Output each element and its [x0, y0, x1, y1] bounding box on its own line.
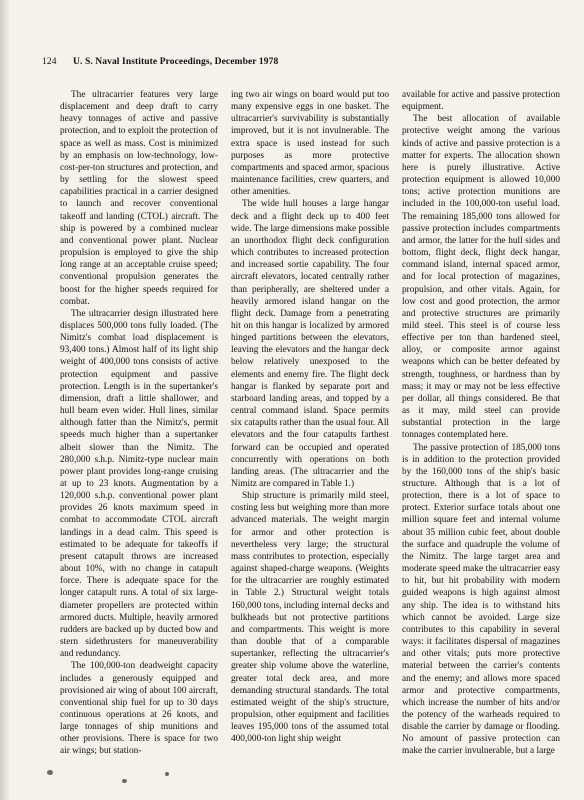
scan-smudge [165, 772, 169, 776]
text-column-1 [60, 89, 218, 758]
paragraph: ing two air wings on board would put too many expensive eggs in one basket. The ultracarrier's survivability is substantially improved, but it is not invulnerable. The extra space is used instead for such purposes as more protective compartments and spaced armor, spacious maintenance facilities, crew quarters, and other amenities. [231, 90, 389, 198]
paragraph: The ultracarrier design illustrated here displaces 500,000 tons fully loaded. (The Nimitz's combat load displacement is 93,400 tons.) Almost half of its light ship weight of 400,000 tons consists of active protection equipment and passive protection. Length is in the supertanker's dimension, draft a little shallower, and hull beam even wider. Hull lines, similar although fatter than the Nimitz's, permit speeds much higher than a supertanker albeit slower than the Nimitz. The 280,000 s.h.p. Nimitz-type nuclear main power plant provides long-range cruising at up to 23 knots. Augmentation by a 120,000 s.h.p. conventional power plant provides 26 knots maximum speed in combat to accommodate CTOL aircraft landings in a dead calm. This speed is estimated to be adequate for takeoffs if present catapult throws are increased about 10%, with no change in catapult force. There is adequate space for the longer catapult runs. A total of six large-diameter propellers are protected within armored ducts. Multiple, heavily armored rudders are backed up by ducted bow and stern sidethrusters for maneuverability and redundancy. [60, 308, 218, 660]
paragraph: The wide hull houses a large hangar deck and a flight deck up to 400 feet wide. The large dimensions make possible an unorthodox flight deck configuration which contributes to increased protection and increased sortie capability. The four aircraft elevators, located centrally rather than peripherally, are sheltered under a heavily armored island hangar on the flight deck. Damage from a penetrating hit on this hangar is localized by armored hinged partitions between the elevators, leaving the elevators and the hangar deck below relatively unexposed to the elements and enemy fire. The flight deck hangar is flanked by separate port and starboard landing areas, and topped by a central command island. Space permits six catapults rather than the usual four. All elevators and the four catapults farthest forward can be occupied and operated concurrently with operations on both landing areas. (The ultracarrier and the Nimitz are compared in Table 1.) [231, 199, 389, 489]
running-header [42, 57, 562, 67]
paragraph: Ship structure is primarily mild steel, costing less but weighing more than more advanced materials. The weight margin for armor and other protection is nevertheless very large; the structural mass contributes to protection, especially against shaped-charge weapons. (Weights for the ultracarrier are roughly estimated in Table 2.) Structural weight totals 160,000 tons, including internal decks and bulkheads but not protective partitions and compartments. This weight is more than double that of a comparable supertanker, reflecting the ultracarrier's greater ship volume above the waterline, greater total deck area, and more demanding structural standards. The total estimated weight of the ship's structure, propulsion, other equipment and facilities leaves 195,000 tons of the assumed total 400,000-ton light ship weight [231, 491, 389, 745]
scan-smudge [47, 770, 53, 775]
scan-smudge [122, 779, 127, 783]
text-column-2 [231, 89, 389, 745]
paragraph: The ultracarrier features very large displacement and deep draft to carry heavy tonnages of active and passive protection, and to exploit the protection of space as well as mass. Cost is minimized by an emphasis on low-technology, low-cost-per-ton structures and protection, and by settling for the slowest speed capabilities practical in a carrier designed to launch and recover conventional takeoff and landing (CTOL) aircraft. The ship is powered by a combined nuclear and conventional power plant. Nuclear propulsion is employed to give the ship long range at an acceptable cruise speed; conventional propulsion generates the boost for the higher speeds required for combat. [60, 90, 218, 307]
page-edge-shadow [0, 0, 10, 800]
journal-title: U. S. Naval Institute Proceedings, December 1978 [73, 57, 279, 67]
paragraph: The 100,000-ton deadweight capacity includes a generously equipped and provisioned air wing of about 100 aircraft, conventional ship fuel for up to 30 days continuous operations at 26 knots, and large tonnages of ship munitions and other provisions. There is space for two air wings; but station- [60, 661, 218, 757]
page-number: 124 [42, 57, 57, 67]
paragraph: The best allocation of available protective weight among the various kinds of active and passive protection is a matter for experts. The allocation shown here is purely illustrative. Active protection equipment is allowed 10,000 tons; active protection munitions are included in the 100,000-ton useful load. The remaining 185,000 tons allowed for passive protection includes compartments and armor, the latter for the hull sides and bottom, flight deck, flight deck hangar, command island, internal spaced armor, and for local protection of magazines, propulsion, and other vitals. Again, for low cost and good protection, the armor and protective structures are primarily mild steel. This steel is of course less effective per ton than hardened steel, alloy, or composite armor against weapons which can be better defeated by strength, toughness, or hardness than by mass; it may or may not be less effective per dollar, all things considered. Be that as it may, mild steel can provide substantial protection in the large tonnages contemplated here. [402, 114, 560, 441]
paragraph: The passive protection of 185,000 tons is in addition to the protection provided by the 160,000 tons of the ship's basic structure. Although that is a lot of protection, there is a lot of space to protect. Exterior surface totals about one million square feet and internal volume about 35 million cubic feet, about double the surface and quadruple the volume of the Nimitz. The large target area and moderate speed make the ultracarrier easy to hit, but hit probability with modern guided weapons is high against almost any ship. The idea is to withstand hits which cannot be avoided. Large size contributes to this capability in several ways: it facilitates dispersal of magazines and other vitals; puts more protective material between the carrier's contents and the enemy; and allows more spaced armor and protective compartments, which increase the number of hits and/or the potency of the warheads required to disable the carrier by damage or flooding. No amount of passive protection can make the carrier invulnerable, but a large [402, 442, 560, 757]
paragraph: available for active and passive protection equipment. [402, 90, 560, 113]
text-column-3 [402, 89, 560, 758]
